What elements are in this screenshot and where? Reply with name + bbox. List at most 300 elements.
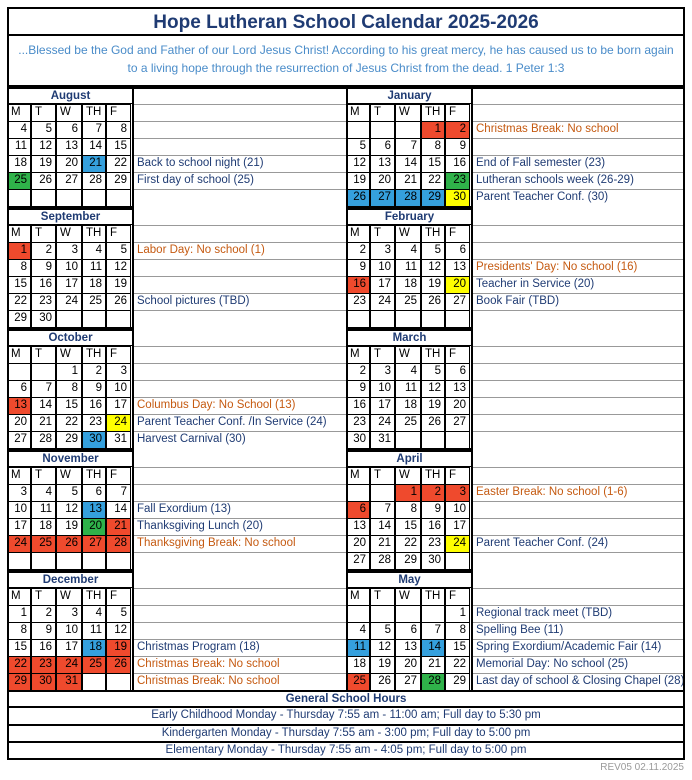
calendar-event: Christmas Program (18) bbox=[137, 641, 260, 653]
day-cell: 18 bbox=[395, 397, 421, 415]
day-cell: 25 bbox=[346, 673, 370, 691]
day-cell: 13 bbox=[7, 397, 31, 415]
day-cell: 6 bbox=[56, 121, 82, 139]
day-header: T bbox=[370, 467, 395, 485]
empty-day-cell bbox=[56, 189, 82, 207]
day-cell: 4 bbox=[82, 605, 106, 623]
day-header: T bbox=[31, 467, 56, 485]
day-cell: 30 bbox=[31, 673, 56, 691]
day-cell: 27 bbox=[445, 414, 470, 432]
day-cell: 23 bbox=[445, 172, 470, 190]
event-row-line bbox=[134, 363, 346, 381]
hours-kindergarten: Kindergarten Monday - Thursday 7:55 am - 3:00 pm; Full day to 5:00 pm bbox=[7, 726, 685, 743]
day-cell: 5 bbox=[31, 121, 56, 139]
day-cell: 23 bbox=[82, 414, 106, 432]
day-cell: 21 bbox=[82, 155, 106, 173]
day-cell: 10 bbox=[370, 380, 395, 398]
calendar-event: School pictures (TBD) bbox=[137, 295, 250, 307]
day-cell: 20 bbox=[56, 155, 82, 173]
day-cell: 4 bbox=[395, 363, 421, 381]
bible-verse: ...Blessed be the God and Father of our Lord Jesus Christ! According to his great mercy, he has caused us to be born again to a living hope through the resurrection of Jesus Christ from the dead. 1 Peter 1:3 bbox=[7, 36, 685, 87]
day-cell: 12 bbox=[106, 259, 131, 277]
day-cell: 1 bbox=[395, 484, 421, 502]
day-cell: 31 bbox=[106, 431, 131, 449]
day-cell: 26 bbox=[421, 293, 445, 311]
day-cell: 29 bbox=[445, 673, 470, 691]
day-header: T bbox=[31, 104, 56, 122]
day-cell: 16 bbox=[31, 276, 56, 294]
day-cell: 7 bbox=[395, 138, 421, 156]
day-cell: 18 bbox=[346, 656, 370, 674]
day-cell: 10 bbox=[56, 622, 82, 640]
empty-day-cell bbox=[346, 605, 370, 623]
day-header: TH bbox=[421, 467, 445, 485]
day-header: W bbox=[56, 225, 82, 243]
day-header: F bbox=[445, 588, 470, 606]
day-cell: 5 bbox=[56, 484, 82, 502]
day-cell: 11 bbox=[7, 138, 31, 156]
empty-day-cell bbox=[31, 552, 56, 570]
event-row-line bbox=[473, 242, 685, 260]
calendar-event: Spring Exordium/Academic Fair (14) bbox=[476, 641, 662, 653]
day-cell: 24 bbox=[7, 535, 31, 553]
event-row-line bbox=[134, 571, 346, 589]
general-hours-header: General School Hours bbox=[7, 690, 685, 708]
day-cell: 19 bbox=[56, 518, 82, 536]
day-cell: 17 bbox=[370, 276, 395, 294]
day-cell: 3 bbox=[445, 484, 470, 502]
calendar-event: Parent Teacher Conf. (24) bbox=[476, 537, 609, 549]
day-header: T bbox=[31, 225, 56, 243]
empty-day-cell bbox=[7, 552, 31, 570]
day-header: F bbox=[106, 467, 131, 485]
event-row-line bbox=[134, 484, 346, 502]
day-header: TH bbox=[82, 104, 106, 122]
day-cell: 28 bbox=[370, 552, 395, 570]
day-cell: 20 bbox=[346, 535, 370, 553]
day-cell: 17 bbox=[56, 639, 82, 657]
day-cell: 21 bbox=[421, 656, 445, 674]
month-header-january: January bbox=[346, 87, 473, 104]
day-cell: 23 bbox=[346, 293, 370, 311]
day-cell: 5 bbox=[346, 138, 370, 156]
empty-day-cell bbox=[7, 363, 31, 381]
month-header-march: March bbox=[346, 329, 473, 346]
day-header: TH bbox=[82, 346, 106, 364]
day-cell: 14 bbox=[106, 501, 131, 519]
day-cell: 2 bbox=[82, 363, 106, 381]
empty-day-cell bbox=[370, 484, 395, 502]
empty-day-cell bbox=[31, 189, 56, 207]
day-cell: 9 bbox=[31, 259, 56, 277]
day-cell: 6 bbox=[445, 242, 470, 260]
event-row-line bbox=[473, 397, 685, 415]
calendar-event: Columbus Day: No School (13) bbox=[137, 399, 296, 411]
day-cell: 10 bbox=[370, 259, 395, 277]
empty-day-cell bbox=[421, 605, 445, 623]
day-cell: 19 bbox=[421, 276, 445, 294]
month-header-october: October bbox=[7, 329, 134, 346]
day-cell: 6 bbox=[7, 380, 31, 398]
day-header: T bbox=[370, 225, 395, 243]
day-cell: 12 bbox=[106, 622, 131, 640]
event-row-line bbox=[473, 363, 685, 381]
day-cell: 15 bbox=[445, 639, 470, 657]
day-cell: 7 bbox=[421, 622, 445, 640]
empty-day-cell bbox=[346, 310, 370, 328]
day-cell: 3 bbox=[56, 242, 82, 260]
empty-day-cell bbox=[421, 431, 445, 449]
day-cell: 5 bbox=[106, 605, 131, 623]
day-cell: 7 bbox=[82, 121, 106, 139]
event-row-line bbox=[134, 138, 346, 156]
day-header: TH bbox=[421, 104, 445, 122]
day-cell: 22 bbox=[421, 172, 445, 190]
day-header: TH bbox=[421, 225, 445, 243]
day-cell: 13 bbox=[370, 155, 395, 173]
day-cell: 22 bbox=[395, 535, 421, 553]
day-cell: 15 bbox=[421, 155, 445, 173]
day-cell: 27 bbox=[82, 535, 106, 553]
calendar-event: Thanksgiving Lunch (20) bbox=[137, 520, 263, 532]
day-cell: 25 bbox=[7, 172, 31, 190]
day-cell: 23 bbox=[346, 414, 370, 432]
event-row-line bbox=[134, 380, 346, 398]
day-cell: 24 bbox=[106, 414, 131, 432]
day-cell: 3 bbox=[370, 242, 395, 260]
day-cell: 11 bbox=[31, 501, 56, 519]
day-cell: 20 bbox=[395, 656, 421, 674]
day-cell: 11 bbox=[346, 639, 370, 657]
day-cell: 26 bbox=[56, 535, 82, 553]
day-header: W bbox=[56, 104, 82, 122]
month-header-december: December bbox=[7, 571, 134, 588]
empty-day-cell bbox=[445, 552, 470, 570]
day-cell: 26 bbox=[421, 414, 445, 432]
day-header: M bbox=[7, 588, 31, 606]
day-cell: 12 bbox=[31, 138, 56, 156]
calendar-event: Parent Teacher Conf. (30) bbox=[476, 191, 609, 203]
event-row-line bbox=[134, 259, 346, 277]
event-row-line bbox=[473, 138, 685, 156]
day-cell: 22 bbox=[7, 293, 31, 311]
day-header: M bbox=[7, 467, 31, 485]
day-cell: 20 bbox=[7, 414, 31, 432]
day-cell: 13 bbox=[445, 259, 470, 277]
day-cell: 3 bbox=[56, 605, 82, 623]
day-cell: 25 bbox=[82, 293, 106, 311]
day-cell: 12 bbox=[346, 155, 370, 173]
day-header: T bbox=[370, 346, 395, 364]
day-cell: 12 bbox=[56, 501, 82, 519]
day-cell: 25 bbox=[82, 656, 106, 674]
event-row-line bbox=[473, 208, 685, 226]
calendar-event: Parent Teacher Conf. /In Service (24) bbox=[137, 416, 327, 428]
day-cell: 28 bbox=[106, 535, 131, 553]
day-cell: 3 bbox=[7, 484, 31, 502]
empty-day-cell bbox=[370, 121, 395, 139]
day-cell: 17 bbox=[106, 397, 131, 415]
day-cell: 6 bbox=[370, 138, 395, 156]
day-cell: 29 bbox=[7, 673, 31, 691]
day-cell: 30 bbox=[31, 310, 56, 328]
day-header: TH bbox=[82, 588, 106, 606]
day-cell: 9 bbox=[82, 380, 106, 398]
day-cell: 22 bbox=[445, 656, 470, 674]
event-row-line bbox=[473, 329, 685, 347]
day-header: M bbox=[346, 588, 370, 606]
day-header: M bbox=[346, 225, 370, 243]
day-cell: 9 bbox=[31, 622, 56, 640]
day-cell: 17 bbox=[370, 397, 395, 415]
day-cell: 7 bbox=[31, 380, 56, 398]
day-cell: 9 bbox=[445, 138, 470, 156]
day-cell: 4 bbox=[395, 242, 421, 260]
day-cell: 10 bbox=[7, 501, 31, 519]
day-cell: 6 bbox=[82, 484, 106, 502]
month-header-april: April bbox=[346, 450, 473, 467]
day-cell: 18 bbox=[31, 518, 56, 536]
day-cell: 5 bbox=[421, 242, 445, 260]
day-cell: 14 bbox=[82, 138, 106, 156]
day-cell: 8 bbox=[7, 622, 31, 640]
day-cell: 3 bbox=[106, 363, 131, 381]
calendar-event: Labor Day: No school (1) bbox=[137, 244, 265, 256]
empty-day-cell bbox=[395, 431, 421, 449]
month-header-february: February bbox=[346, 208, 473, 225]
day-cell: 20 bbox=[370, 172, 395, 190]
day-cell: 28 bbox=[421, 673, 445, 691]
event-row-line bbox=[134, 588, 346, 606]
calendar-event: First day of school (25) bbox=[137, 174, 254, 186]
day-cell: 19 bbox=[106, 639, 131, 657]
day-cell: 19 bbox=[106, 276, 131, 294]
event-row-line bbox=[134, 346, 346, 364]
day-cell: 29 bbox=[56, 431, 82, 449]
day-header: W bbox=[395, 225, 421, 243]
day-cell: 16 bbox=[346, 397, 370, 415]
day-cell: 18 bbox=[7, 155, 31, 173]
day-cell: 31 bbox=[370, 431, 395, 449]
day-cell: 29 bbox=[395, 552, 421, 570]
event-row-line bbox=[134, 208, 346, 226]
day-cell: 20 bbox=[445, 397, 470, 415]
day-header: F bbox=[106, 588, 131, 606]
day-cell: 14 bbox=[421, 639, 445, 657]
calendar-event: Memorial Day: No school (25) bbox=[476, 658, 629, 670]
event-row-line bbox=[134, 104, 346, 122]
day-cell: 16 bbox=[346, 276, 370, 294]
day-header: W bbox=[395, 467, 421, 485]
day-cell: 9 bbox=[346, 380, 370, 398]
day-cell: 19 bbox=[370, 656, 395, 674]
day-cell: 6 bbox=[395, 622, 421, 640]
empty-day-cell bbox=[56, 552, 82, 570]
day-cell: 1 bbox=[7, 242, 31, 260]
calendar-event: Last day of school & Closing Chapel (28) bbox=[476, 675, 685, 687]
day-header: W bbox=[56, 467, 82, 485]
day-header: M bbox=[346, 104, 370, 122]
day-cell: 2 bbox=[445, 121, 470, 139]
day-header: T bbox=[370, 588, 395, 606]
day-cell: 10 bbox=[56, 259, 82, 277]
day-cell: 27 bbox=[395, 673, 421, 691]
day-cell: 18 bbox=[82, 639, 106, 657]
event-row-line bbox=[473, 104, 685, 122]
day-cell: 30 bbox=[421, 552, 445, 570]
day-cell: 14 bbox=[370, 518, 395, 536]
day-cell: 19 bbox=[346, 172, 370, 190]
day-cell: 21 bbox=[395, 172, 421, 190]
day-cell: 26 bbox=[106, 293, 131, 311]
day-cell: 29 bbox=[421, 189, 445, 207]
event-row-line bbox=[134, 276, 346, 294]
day-cell: 27 bbox=[56, 172, 82, 190]
day-cell: 17 bbox=[445, 518, 470, 536]
day-cell: 30 bbox=[82, 431, 106, 449]
day-cell: 8 bbox=[395, 501, 421, 519]
day-cell: 27 bbox=[370, 189, 395, 207]
empty-day-cell bbox=[346, 121, 370, 139]
day-cell: 30 bbox=[346, 431, 370, 449]
day-header: F bbox=[106, 104, 131, 122]
day-cell: 7 bbox=[370, 501, 395, 519]
page-title: Hope Lutheran School Calendar 2025-2026 bbox=[7, 7, 685, 36]
event-row-line bbox=[473, 467, 685, 485]
hours-elementary: Elementary Monday - Thursday 7:55 am - 4:05 pm; Full day to 5:00 pm bbox=[7, 743, 685, 760]
empty-day-cell bbox=[395, 121, 421, 139]
day-header: M bbox=[7, 225, 31, 243]
day-cell: 1 bbox=[7, 605, 31, 623]
day-cell: 2 bbox=[31, 242, 56, 260]
day-cell: 11 bbox=[395, 259, 421, 277]
day-cell: 16 bbox=[31, 639, 56, 657]
calendar-event: Teacher in Service (20) bbox=[476, 278, 595, 290]
day-cell: 27 bbox=[445, 293, 470, 311]
event-row-line bbox=[473, 380, 685, 398]
event-row-line bbox=[473, 87, 685, 105]
day-cell: 8 bbox=[106, 121, 131, 139]
empty-day-cell bbox=[31, 363, 56, 381]
day-cell: 24 bbox=[56, 293, 82, 311]
day-header: F bbox=[445, 346, 470, 364]
day-cell: 16 bbox=[82, 397, 106, 415]
day-header: T bbox=[31, 346, 56, 364]
event-row-line bbox=[473, 518, 685, 536]
day-cell: 10 bbox=[445, 501, 470, 519]
day-cell: 29 bbox=[7, 310, 31, 328]
empty-day-cell bbox=[106, 552, 131, 570]
day-cell: 26 bbox=[346, 189, 370, 207]
day-cell: 28 bbox=[31, 431, 56, 449]
day-cell: 8 bbox=[445, 622, 470, 640]
day-cell: 28 bbox=[82, 172, 106, 190]
day-cell: 26 bbox=[31, 172, 56, 190]
day-cell: 17 bbox=[7, 518, 31, 536]
empty-day-cell bbox=[395, 310, 421, 328]
day-cell: 4 bbox=[82, 242, 106, 260]
day-cell: 24 bbox=[445, 535, 470, 553]
day-header: TH bbox=[421, 346, 445, 364]
day-cell: 20 bbox=[82, 518, 106, 536]
day-cell: 4 bbox=[31, 484, 56, 502]
day-cell: 31 bbox=[56, 673, 82, 691]
day-cell: 16 bbox=[445, 155, 470, 173]
day-header: W bbox=[56, 346, 82, 364]
day-cell: 7 bbox=[106, 484, 131, 502]
day-header: M bbox=[7, 104, 31, 122]
event-row-line bbox=[473, 588, 685, 606]
day-cell: 22 bbox=[56, 414, 82, 432]
day-cell: 1 bbox=[421, 121, 445, 139]
empty-day-cell bbox=[421, 310, 445, 328]
month-header-may: May bbox=[346, 571, 473, 588]
day-cell: 16 bbox=[421, 518, 445, 536]
day-cell: 18 bbox=[395, 276, 421, 294]
event-row-line bbox=[134, 121, 346, 139]
day-cell: 27 bbox=[346, 552, 370, 570]
day-cell: 19 bbox=[421, 397, 445, 415]
day-cell: 2 bbox=[421, 484, 445, 502]
day-cell: 24 bbox=[56, 656, 82, 674]
empty-day-cell bbox=[445, 310, 470, 328]
day-cell: 23 bbox=[31, 293, 56, 311]
day-cell: 28 bbox=[395, 189, 421, 207]
day-cell: 12 bbox=[370, 639, 395, 657]
day-cell: 21 bbox=[370, 535, 395, 553]
revision-label: REV05 02.11.2025 bbox=[600, 762, 684, 773]
day-cell: 15 bbox=[106, 138, 131, 156]
event-row-line bbox=[473, 346, 685, 364]
day-header: F bbox=[106, 225, 131, 243]
day-cell: 29 bbox=[106, 172, 131, 190]
day-cell: 8 bbox=[56, 380, 82, 398]
month-header-september: September bbox=[7, 208, 134, 225]
day-cell: 25 bbox=[395, 293, 421, 311]
day-cell: 2 bbox=[346, 242, 370, 260]
event-row-line bbox=[473, 501, 685, 519]
calendar-event: Presidents' Day: No school (16) bbox=[476, 261, 638, 273]
day-header: W bbox=[395, 346, 421, 364]
day-cell: 12 bbox=[421, 259, 445, 277]
day-cell: 22 bbox=[7, 656, 31, 674]
calendar-event: Book Fair (TBD) bbox=[476, 295, 560, 307]
empty-day-cell bbox=[56, 310, 82, 328]
day-cell: 13 bbox=[445, 380, 470, 398]
day-header: M bbox=[346, 467, 370, 485]
day-cell: 30 bbox=[445, 189, 470, 207]
event-row-line bbox=[134, 467, 346, 485]
empty-day-cell bbox=[82, 310, 106, 328]
empty-day-cell bbox=[7, 189, 31, 207]
day-cell: 13 bbox=[82, 501, 106, 519]
day-cell: 21 bbox=[31, 414, 56, 432]
day-cell: 10 bbox=[106, 380, 131, 398]
event-row-line bbox=[134, 87, 346, 105]
event-row-line bbox=[473, 571, 685, 589]
day-cell: 25 bbox=[395, 414, 421, 432]
event-row-line bbox=[134, 622, 346, 640]
empty-day-cell bbox=[370, 310, 395, 328]
event-row-line bbox=[134, 450, 346, 468]
day-cell: 12 bbox=[421, 380, 445, 398]
calendar-event: Christmas Break: No school bbox=[476, 123, 619, 135]
event-row-line bbox=[134, 329, 346, 347]
day-cell: 15 bbox=[7, 276, 31, 294]
event-row-line bbox=[473, 414, 685, 432]
day-cell: 4 bbox=[346, 622, 370, 640]
day-cell: 19 bbox=[31, 155, 56, 173]
